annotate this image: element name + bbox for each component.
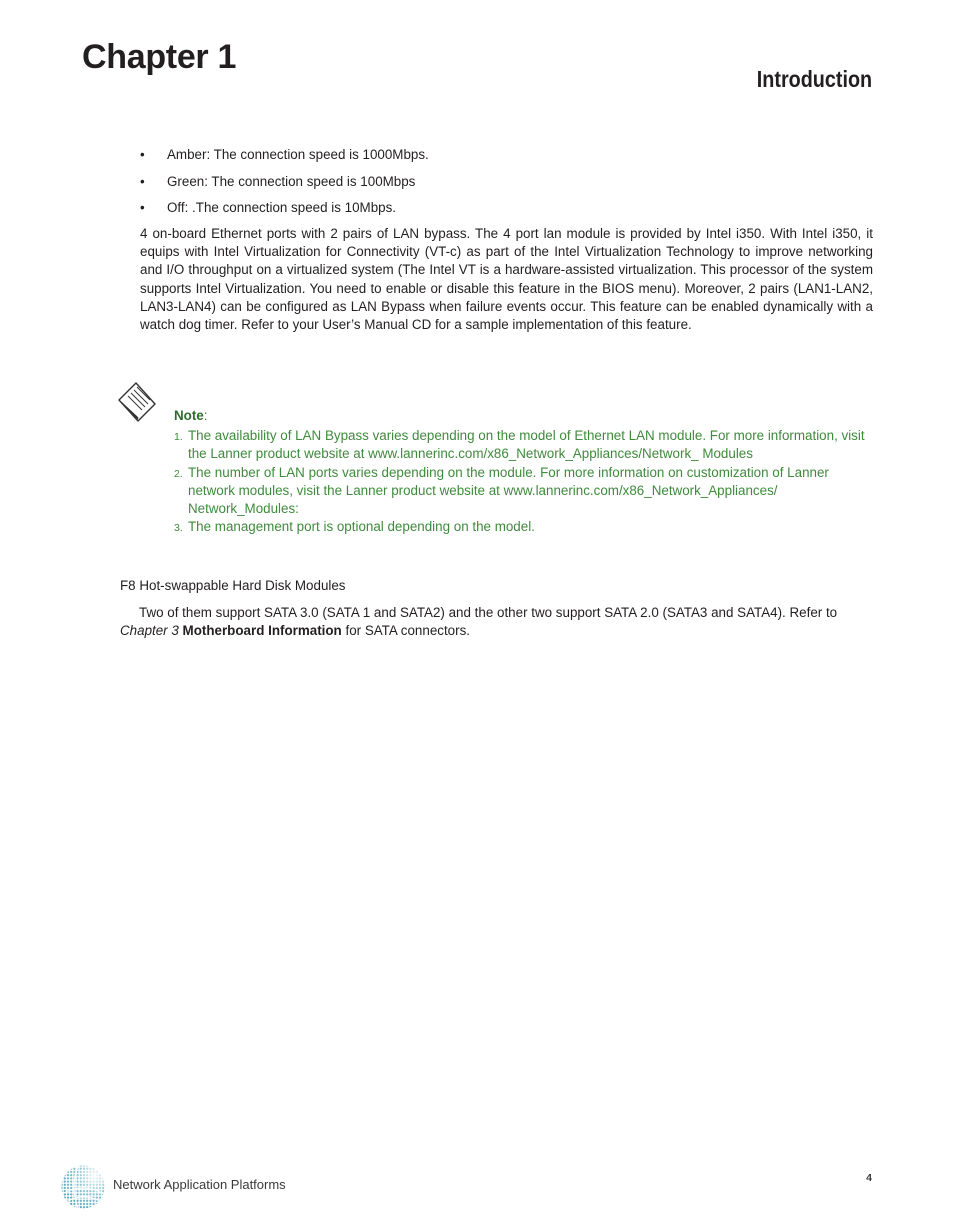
notepad-icon	[116, 380, 158, 424]
note-item-number: 1.	[174, 431, 183, 443]
bullet-marker: •	[140, 173, 145, 189]
bullet-marker: •	[140, 200, 145, 215]
note-item	[174, 518, 876, 536]
hdd-text: Two of them support SATA 3.0 (SATA 1 and SATA2) and the other two support SATA 2.0 (SATA3 and SATA4). Refer to	[139, 605, 838, 620]
ethernet-paragraph: 4 on-board Ethernet ports with 2 pairs of LAN bypass. The 4 port lan module is provided by Intel i350. With Intel i350, it equips with Intel Virtualization for Connectivity (VT-c) as part of the Intel Virtualization Technology to improve networking and I/O throughput on a virtualized system (The Intel VT is a hardware-assisted virtualization. This processor of the system supports Intel Virtualization. You need to enable or disable this feature in the BIOS menu). Moreover, 2 pairs (LAN1-LAN2, LAN3-LAN4) can be configured as LAN Bypass when failure events occur. This feature can be enabled dynamically with a watch dog timer. Refer to your User’s Manual CD for a sample implementation of this feature.	[140, 226, 873, 333]
hdd-heading: F8 Hot-swappable Hard Disk Modules	[120, 578, 346, 593]
chapter-reference: Chapter 3	[120, 623, 179, 639]
list-item	[140, 199, 874, 226]
footer-text: Network Application Platforms	[113, 1177, 286, 1192]
hdd-paragraph	[120, 604, 872, 640]
list-item-text: Amber: The connection speed is 1000Mbps.	[167, 147, 429, 162]
list-item	[140, 173, 874, 200]
note-label-text: Note	[174, 408, 204, 423]
note-label-colon: :	[203, 408, 208, 423]
page-number: 4	[866, 1172, 872, 1184]
note-item	[174, 427, 876, 463]
note-item-text: The management port is optional depending on the model.	[188, 519, 535, 534]
led-status-list	[140, 146, 874, 226]
list-item-text: Off: .The connection speed is 10Mbps.	[167, 200, 397, 215]
section-reference: Motherboard Information	[182, 623, 342, 639]
note-list	[174, 427, 876, 537]
note-item-text: The number of LAN ports varies depending on the module. For more information on customization of Lanner network modules, visit the Lanner product website at www.lannerinc.com/x86_Network_Appliances/ Network_Modules:	[188, 464, 829, 516]
hdd-text-end: for SATA connectors.	[341, 623, 471, 639]
note-label	[174, 408, 208, 423]
note-item-text: The availability of LAN Bypass varies depending on the model of Ethernet LAN module. For more information, visit the Lanner product website at www.lannerinc.com/x86_Network_Appliances/Network_ Modules	[188, 428, 865, 461]
note-item	[174, 464, 876, 518]
list-item	[140, 146, 874, 173]
note-item-number: 3.	[174, 522, 183, 534]
bullet-marker: •	[140, 147, 145, 162]
chapter-title: Chapter 1	[82, 38, 237, 76]
section-title: Introduction	[756, 66, 872, 92]
globe-logo	[60, 1164, 106, 1210]
list-item-text: Green: The connection speed is 100Mbps	[167, 173, 416, 189]
note-item-number: 2.	[174, 467, 183, 480]
